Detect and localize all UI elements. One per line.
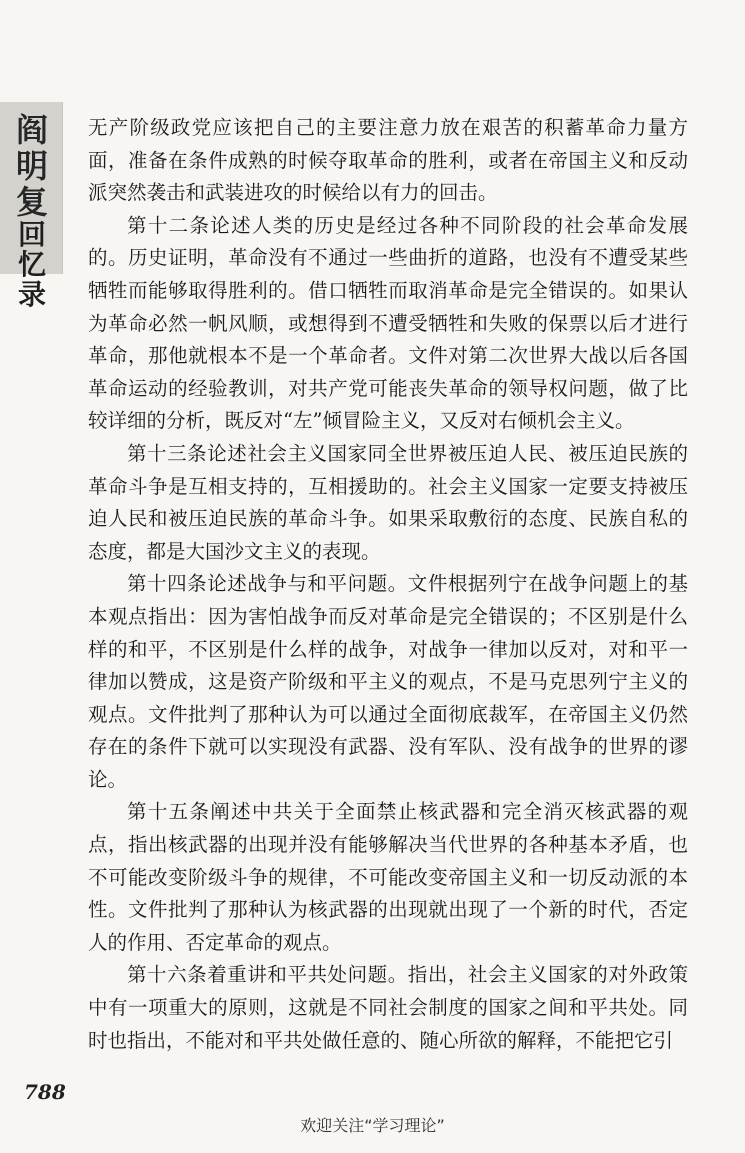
- paragraph-continued: 无产阶级政党应该把自己的主要注意力放在艰苦的积蓄革命力量方面，准备在条件成熟的时候夺取革命的胜利，或者在帝国主义和反动派突然袭击和武装进攻的时候给以有力的回击。: [88, 116, 688, 205]
- side-title-author: [12, 112, 52, 220]
- paragraph-article-13: 第十三条论述社会主义国家同全世界被压迫人民、被压迫民族的革命斗争是互相支持的，互相援助的。社会主义国家一定要支持被压迫人民和被压迫民族的革命斗争。如果采取敷衍的态度、民族自私的态度，都是大国沙文主义的表现。: [88, 441, 688, 563]
- side-book-title: [0, 102, 63, 311]
- page-number: 788: [24, 1080, 66, 1104]
- side-title-char: 录: [17, 278, 46, 311]
- page-body-text: [88, 112, 688, 1057]
- paragraph-article-14: 第十四条论述战争与和平问题。文件根据列宁在战争问题上的基本观点指出：因为害怕战争而反对革命是完全错误的；不区别是什么样的和平，不区别是什么样的战争，对战争一律加以反对，对和平一律加以赞成，这是资产阶级和平主义的观点，不是马克思列宁主义的观点。文件批判了那种认为可以通过全面彻底裁军，在帝国主义仍然存在的条件下就可以实现没有武器、没有军队、没有战争的世界的谬论。: [88, 572, 688, 791]
- footer-note: 欢迎关注“学习理论”: [300, 1116, 445, 1135]
- paragraph-article-16: 第十六条着重讲和平共处问题。指出，社会主义国家的对外政策中有一项重大的原则，这就是不同社会制度的国家之间和平共处。同时也指出，不能对和平共处做任意的、随心所欲的解释，不能把它引: [88, 963, 688, 1052]
- side-title-char: 阎: [15, 111, 48, 149]
- paragraph-article-15: 第十五条阐述中共关于全面禁止核武器和完全消灭核武器的观点，指出核武器的出现并没有能够解决当代世界的各种基本矛盾，也不可能改变阶级斗争的规律，不可能改变帝国主义和一切反动派的本性。文件批判了那种认为核武器的出现就出现了一个新的时代，否定人的作用、否定革命的观点。: [88, 800, 688, 954]
- side-title-char: 复: [15, 183, 48, 221]
- side-title-char: 回: [17, 218, 46, 251]
- side-title-book: [12, 220, 52, 310]
- paragraph-article-12: 第十二条论述人类的历史是经过各种不同阶段的社会革命发展的。历史证明，革命没有不通过一些曲折的道路，也没有不遭受某些牺牲而能够取得胜利的。借口牺牲而取消革命是完全错误的。如果认为革命必然一帆风顺，或想得到不遭受牺牲和失败的保票以后才进行革命，那他就根本不是一个革命者。文件对第二次世界大战以后各国革命运动的经验教训，对共产党可能丧失革命的领导权问题，做了比较详细的分析，既反对“左”倾冒险主义，又反对右倾机会主义。: [88, 213, 688, 433]
- side-title-char: 明: [15, 147, 48, 185]
- side-title-char: 忆: [17, 248, 46, 281]
